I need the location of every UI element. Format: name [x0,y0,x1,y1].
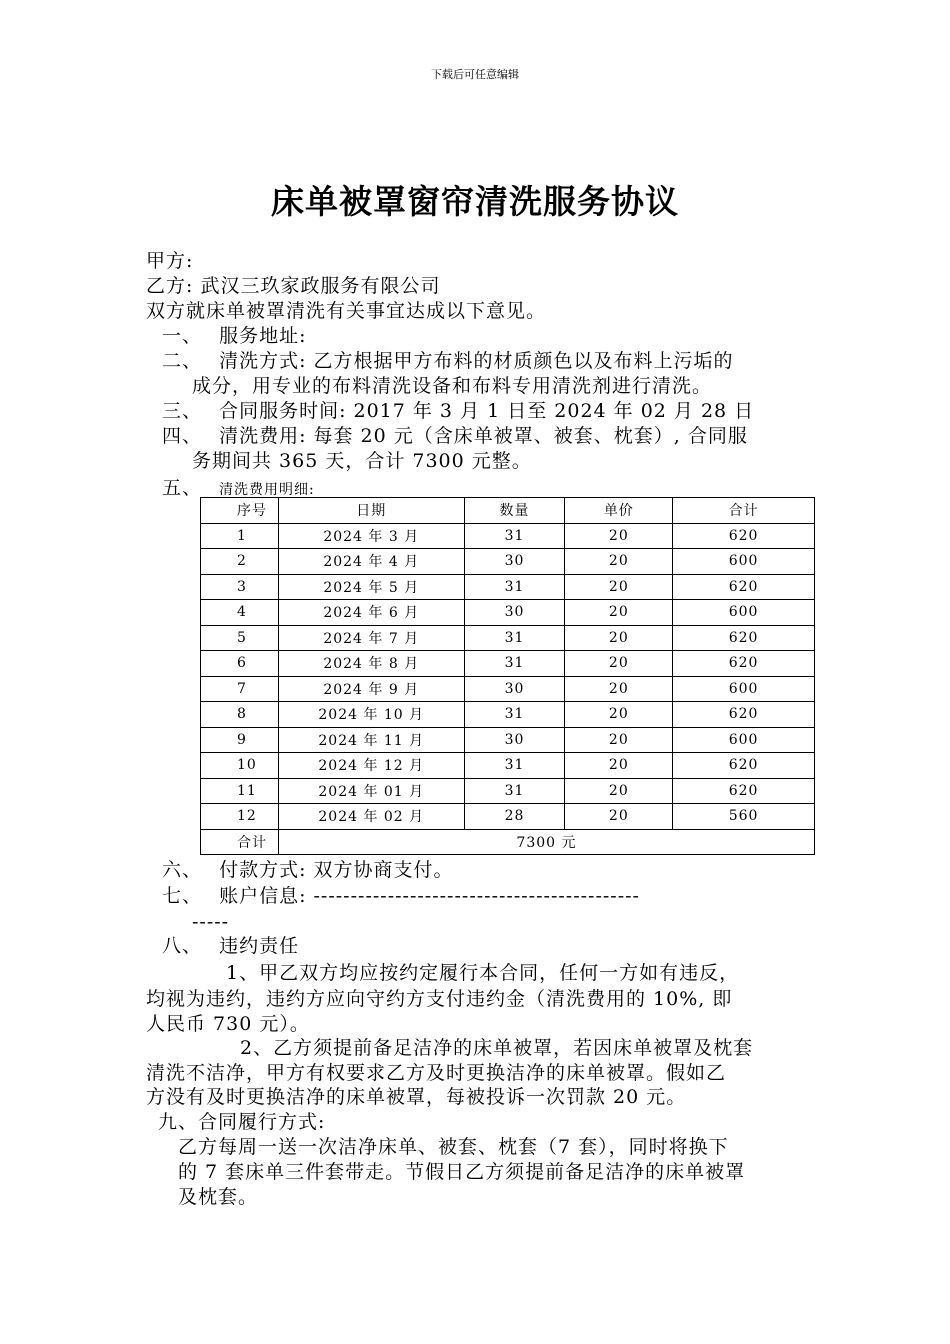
section-2-cont: 成分，用专业的布料清洗设备和布料专用清洗剂进行清洗。 [192,375,713,397]
section-5-label: 五、 [162,477,203,499]
table-header-row [201,498,815,524]
cell-index: 1 [201,523,279,549]
section-5-text: 清洗费用明细: [219,482,315,498]
section-8 [162,934,299,958]
section-3-label: 三、 [162,400,203,422]
cell-total: 600 [673,600,815,626]
col-header-date: 日期 [278,498,464,524]
cell-total: 600 [673,676,815,702]
section-4-text: 清洗费用: 每套 20 元（含床单被罩、被套、枕套）, 合同服 [219,425,748,447]
cell-date: 2024 年 6 月 [278,600,464,626]
cell-date: 2024 年 5 月 [278,574,464,600]
cell-quantity: 30 [464,676,565,702]
cell-quantity: 31 [464,523,565,549]
section-4-label: 四、 [162,425,203,447]
section-9-line-1: 乙方每周一送一次洁净床单、被套、枕套（7 套），同时将换下 [178,1136,729,1158]
table-row [201,549,815,575]
cell-total: 620 [673,778,815,804]
col-header-quantity: 数量 [464,498,565,524]
section-1-text: 服务地址: [219,325,307,347]
table-row [201,727,815,753]
col-header-index: 序号 [201,498,279,524]
cell-date: 2024 年 10 月 [278,702,464,728]
section-6-text: 付款方式: 双方协商支付。 [219,859,454,881]
section-1-label: 一、 [162,325,203,347]
total-value: 7300 元 [278,829,814,855]
cell-date: 2024 年 11 月 [278,727,464,753]
cell-date: 2024 年 8 月 [278,651,464,677]
cell-date: 2024 年 01 月 [278,778,464,804]
cell-unit-price: 20 [565,676,673,702]
cell-quantity: 31 [464,778,565,804]
cell-quantity: 31 [464,625,565,651]
section-7-cont: ----- [192,911,230,933]
section-6 [162,858,454,882]
cell-total: 620 [673,753,815,779]
cell-quantity: 30 [464,727,565,753]
cell-date: 2024 年 9 月 [278,676,464,702]
table-row [201,676,815,702]
cell-total: 600 [673,727,815,753]
cell-date: 2024 年 7 月 [278,625,464,651]
cell-date: 2024 年 12 月 [278,753,464,779]
cell-unit-price: 20 [565,600,673,626]
section-3-text: 合同服务时间: 2017 年 3 月 1 日至 2024 年 02 月 28 日 [219,400,755,422]
cell-quantity: 30 [464,549,565,575]
cell-total: 620 [673,574,815,600]
section-6-label: 六、 [162,859,203,881]
cell-total: 620 [673,523,815,549]
cell-total: 620 [673,702,815,728]
table-row [201,600,815,626]
cell-date: 2024 年 3 月 [278,523,464,549]
section-8-text: 违约责任 [219,935,300,957]
table-row [201,625,815,651]
cell-index: 5 [201,625,279,651]
section-9-line-2: 的 7 套床单三件套带走。节假日乙方须提前备足洁净的床单被罩 [178,1161,746,1183]
cell-unit-price: 20 [565,625,673,651]
party-b: 乙方: 武汉三玖家政服务有限公司 [146,275,441,297]
party-a: 甲方: [146,250,194,272]
cell-index: 12 [201,804,279,830]
section-1 [162,324,306,348]
cell-quantity: 30 [464,600,565,626]
table-row [201,523,815,549]
cell-unit-price: 20 [565,523,673,549]
col-header-unit-price: 单价 [565,498,673,524]
cell-index: 11 [201,778,279,804]
section-4-cont: 务期间共 365 天，合计 7300 元整。 [192,450,532,472]
section-2-text: 清洗方式: 乙方根据甲方布料的材质颜色以及布料上污垢的 [219,350,734,372]
cell-total: 620 [673,651,815,677]
breach-clause-1-line-1: 1、甲乙双方均应按约定履行本合同，任何一方如有违反， [226,962,740,984]
cell-unit-price: 20 [565,778,673,804]
cell-index: 7 [201,676,279,702]
table-row [201,702,815,728]
cell-unit-price: 20 [565,549,673,575]
cell-index: 8 [201,702,279,728]
section-8-label: 八、 [162,935,203,957]
section-9: 九、合同履行方式: [158,1111,326,1133]
cell-unit-price: 20 [565,702,673,728]
section-9-line-3: 及枕套。 [178,1186,259,1208]
cell-date: 2024 年 02 月 [278,804,464,830]
cell-unit-price: 20 [565,753,673,779]
cell-quantity: 31 [464,651,565,677]
section-7-label: 七、 [162,885,203,907]
fee-table [200,497,815,855]
breach-clause-1-line-3: 人民币 730 元）。 [146,1013,310,1035]
cell-index: 2 [201,549,279,575]
table-row [201,651,815,677]
cell-date: 2024 年 4 月 [278,549,464,575]
breach-clause-1-line-2: 均视为违约，违约方应向守约方支付违约金（清洗费用的 10%, 即 [146,988,733,1010]
table-row [201,753,815,779]
cell-quantity: 31 [464,702,565,728]
cell-index: 10 [201,753,279,779]
cell-quantity: 31 [464,753,565,779]
section-7-text: 账户信息: -------------------------------------------- [219,885,640,907]
breach-clause-2-line-3: 方没有及时更换洁净的床单被罩，每被投诉一次罚款 20 元。 [146,1086,687,1108]
col-header-total: 合计 [673,498,815,524]
cell-total: 560 [673,804,815,830]
table-row [201,778,815,804]
page-title: 床单被罩窗帘清洗服务协议 [271,182,679,221]
section-2 [162,349,734,373]
cell-quantity: 31 [464,574,565,600]
cell-unit-price: 20 [565,804,673,830]
section-4 [162,424,748,448]
section-7 [162,884,640,908]
cell-index: 9 [201,727,279,753]
cell-index: 6 [201,651,279,677]
breach-clause-2-line-2: 清洗不洁净，甲方有权要求乙方及时更换洁净的床单被罩。假如乙 [146,1062,727,1084]
cell-index: 4 [201,600,279,626]
cell-unit-price: 20 [565,574,673,600]
cell-unit-price: 20 [565,727,673,753]
table-row [201,574,815,600]
cell-total: 620 [673,625,815,651]
table-row [201,804,815,830]
section-3 [162,399,754,423]
breach-clause-2-line-1: 2、乙方须提前备足洁净的床单被罩，若因床单被罩及枕套 [240,1037,754,1059]
cell-unit-price: 20 [565,651,673,677]
cell-total: 600 [673,549,815,575]
header-note: 下载后可任意编辑 [431,68,519,81]
section-2-label: 二、 [162,350,203,372]
intro-text: 双方就床单被罩清洗有关事宜达成以下意见。 [146,300,547,322]
table-total-row [201,829,815,855]
cell-index: 3 [201,574,279,600]
total-label: 合计 [201,829,279,855]
cell-quantity: 28 [464,804,565,830]
